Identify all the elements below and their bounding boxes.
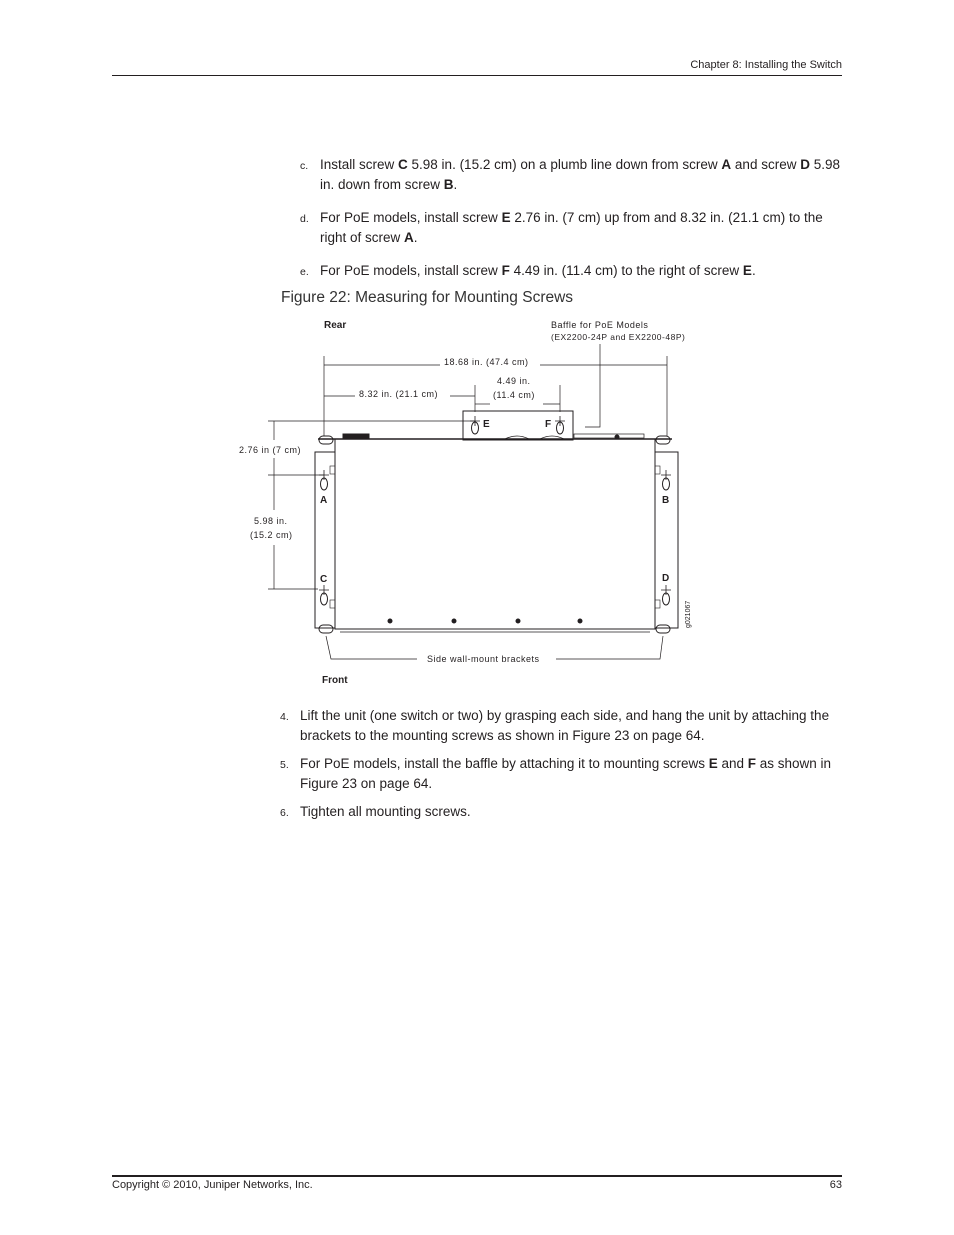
screw-reference: E <box>708 756 718 771</box>
screw-d-label: D <box>662 573 670 584</box>
dim-total-label: 18.68 in. (47.4 cm) <box>444 357 529 367</box>
figure-title: Figure 22: Measuring for Mounting Screws <box>281 289 574 306</box>
text-run: . <box>413 230 418 245</box>
text-run: 5.98 in. (15.2 cm) on a plumb line down from screw <box>407 157 722 172</box>
copyright: Copyright © 2010, Juniper Networks, Inc. <box>112 1179 313 1191</box>
text-run: For PoE models, install screw <box>320 263 502 278</box>
baffle-label: Baffle for PoE Models <box>551 320 649 330</box>
step-marker: c. <box>300 160 309 172</box>
front-label: Front <box>322 675 348 686</box>
screw-reference: C <box>398 157 408 172</box>
text-run: 2.76 in. (7 cm) up from and 8.32 in. (21.1 cm) to the right of screw <box>320 210 823 245</box>
text-run: Install screw <box>320 157 399 172</box>
dim-e-f-label-1: 4.49 in. <box>497 376 531 386</box>
step-marker: e. <box>300 266 309 278</box>
screw-reference: D <box>800 157 810 172</box>
rear-label: Rear <box>324 320 347 331</box>
text-run: 5.98 in. down from screw <box>320 157 840 192</box>
switch-body <box>335 439 655 629</box>
text-run: 4.49 in. (11.4 cm) to the right of screw <box>509 263 743 278</box>
step-5 <box>280 754 845 794</box>
text-run: For PoE models, install screw <box>320 210 502 225</box>
screw-reference: F <box>501 263 510 278</box>
step-text <box>300 708 829 743</box>
step-text <box>300 804 471 819</box>
footer-rule <box>112 1175 842 1177</box>
brackets-label: Side wall-mount brackets <box>427 654 540 664</box>
screw-b-label: B <box>662 495 670 506</box>
text-run: as shown in Figure 23 on page 64. <box>300 756 832 791</box>
screw-f-label: F <box>545 419 552 430</box>
text-run: . <box>453 177 458 192</box>
screw-reference: E <box>742 263 752 278</box>
screw-reference: F <box>747 756 757 771</box>
step-marker: 4. <box>280 711 289 723</box>
step-text <box>300 756 831 791</box>
step-marker: 6. <box>280 807 289 819</box>
dim-a-e-label: 8.32 in. (21.1 cm) <box>359 389 439 399</box>
page-number: 63 <box>829 1179 842 1191</box>
dim-down-label-1: 5.98 in. <box>254 516 288 526</box>
step-6 <box>280 802 845 822</box>
text-run: and screw <box>731 157 801 172</box>
text-run: For PoE models, install the baffle by attaching it to mounting screws <box>300 756 709 771</box>
screw-reference: B <box>443 177 454 192</box>
screw-reference: A <box>404 230 414 245</box>
screw-e-label: E <box>483 419 490 430</box>
running-header: Chapter 8: Installing the Switch <box>690 59 842 71</box>
screw-c-label: C <box>320 574 328 585</box>
screw-reference: A <box>721 157 732 172</box>
text-run: . <box>751 263 756 278</box>
step-4 <box>280 706 845 746</box>
dim-e-f-label-2: (11.4 cm) <box>493 390 535 400</box>
text-run: Tighten all mounting screws. <box>300 804 471 819</box>
screw-a-label: A <box>320 495 328 506</box>
baffle-models-label: (EX2200-24P and EX2200-48P) <box>551 332 686 342</box>
step-marker: 5. <box>280 759 289 771</box>
text-run: and <box>717 756 748 771</box>
figure-code: g021067 <box>685 600 692 628</box>
step-marker: d. <box>300 213 309 225</box>
text-run: Lift the unit (one switch or two) by grasping each side, and hang the unit by attaching the brackets to the mounting screws as shown in Figure 23 on page 64. <box>300 708 830 743</box>
dim-up-label: 2.76 in (7 cm) <box>239 445 302 455</box>
dim-down-label-2: (15.2 cm) <box>250 530 293 540</box>
screw-reference: E <box>501 210 511 225</box>
